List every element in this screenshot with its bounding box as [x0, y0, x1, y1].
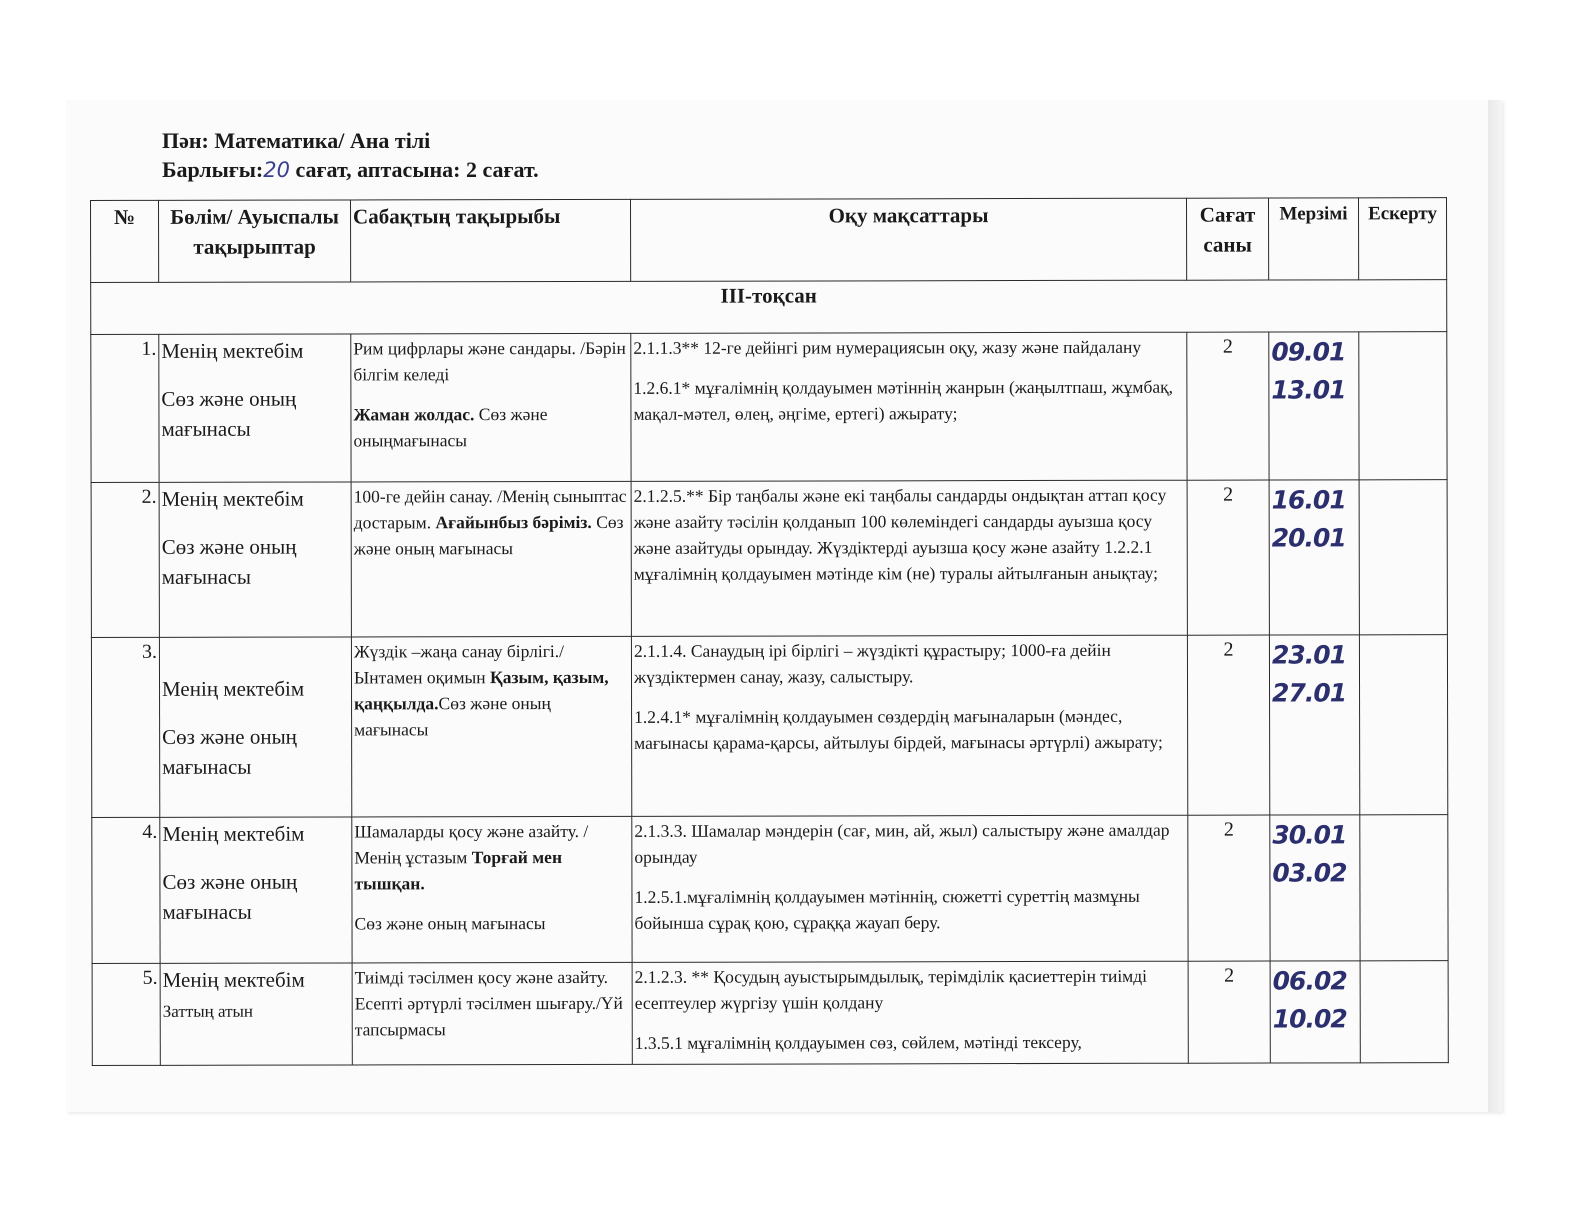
topic-rest: Сөз және оның мағынасы	[354, 693, 551, 740]
topic-text: Жүздік –жаңа санау бірлігі./Ынтамен оқимын	[353, 641, 565, 688]
section-subtitle: Сөз және оның мағынасы	[162, 869, 298, 924]
objective-1: 2.1.1.3** 12-ге дейінгі рим нумерациясын оқу, жазу және пайдалану	[633, 336, 1142, 358]
section-title: Менің мектебім	[162, 821, 305, 846]
col-header-number: №	[91, 200, 159, 282]
row-number: 5.	[92, 963, 160, 1065]
table-row	[91, 480, 1447, 638]
row-number: 4.	[92, 817, 160, 963]
subject-line: Пән: Математика/ Ана тілі	[162, 128, 431, 153]
objective-1: 2.1.2.5.** Бір таңбалы және екі таңбалы сандарды ондықтан аттап қосу және азайту тәсілін қолданып 100 көлеміндегі сандарды ауызша қосу және азайтуды орындау. Жүздіктерді ауызша қосу және азайту 1.2.2.1 мұғалімнің қолдауымен мәтінде кім (не) туралы айтылғанын анықтау;	[633, 484, 1167, 584]
document-header	[162, 126, 539, 185]
section-title: Менің мектебім	[161, 338, 304, 363]
handwritten-date-to: 10.02	[1272, 1004, 1347, 1034]
quarter-row	[91, 280, 1447, 335]
total-suffix: сағат, аптасына: 2 сағат.	[289, 157, 539, 182]
section-cell	[159, 334, 351, 482]
objectives-cell	[631, 635, 1187, 816]
topic-bold-title: Торғай мен тышқан.	[354, 847, 563, 894]
section-cell	[159, 482, 351, 637]
total-hours-line	[162, 155, 539, 185]
topic-text: Рим цифрлары және сандары. /Бәрін білгім келеді	[353, 337, 626, 385]
section-title: Менің мектебім	[161, 486, 304, 511]
section-subtitle: Сөз және оның мағынасы	[161, 386, 297, 441]
objective-2: 1.2.4.1* мұғалімнің қолдауымен сөздердің мағыналарын (мәндес, мағынасы қарама-қарсы, айтылуы бірдей, мағынасы әртүрлі) ажырату;	[634, 705, 1163, 753]
objective-1: 2.1.2.3. ** Қосудың ауыстырымдылық, терімділік қасиеттерін тиімді есептеулер жүргізу үшін қолдану	[634, 965, 1148, 1013]
note-cell	[1360, 815, 1448, 961]
handwritten-date-from: 16.01	[1271, 485, 1346, 515]
objectives-cell	[632, 961, 1188, 1064]
handwritten-total-hours: 20	[263, 158, 290, 182]
topic-cell	[351, 636, 631, 817]
handwritten-date-to: 13.01	[1271, 375, 1346, 405]
row-number: 1.	[91, 334, 159, 482]
note-cell	[1359, 332, 1447, 480]
section-cell	[159, 637, 351, 817]
topic-rest: Сөз және оныңмағынасы	[353, 404, 548, 451]
objectives-cell	[631, 480, 1187, 636]
row-number: 3.	[91, 637, 159, 817]
col-header-hours: Сағат саны	[1186, 198, 1268, 280]
topic-cell	[351, 481, 631, 637]
table-row	[92, 961, 1448, 1066]
topic-cell	[352, 962, 632, 1065]
handwritten-date-from: 06.02	[1272, 966, 1347, 996]
col-header-section: Бөлім/ Ауыспалы тақырыптар	[159, 200, 351, 282]
table-row	[92, 815, 1448, 964]
topic-bold-title: Ағайынбыз бәріміз.	[435, 511, 592, 533]
term-cell	[1269, 332, 1359, 480]
section-subtitle: Сөз және оның мағынасы	[161, 534, 297, 589]
page-edge-shadow	[1488, 100, 1502, 1112]
topic-bold-title: Қазым, қазым, қаңқылда.	[354, 666, 609, 714]
objective-1: 2.1.1.4. Санаудың ірі бірлігі – жүздікті құрастыру; 1000-ға дейін жүздіктермен санау, жазу, салыстыру.	[633, 639, 1111, 687]
topic-cell	[352, 816, 632, 963]
quarter-label: ІІІ-тоқсан	[91, 280, 1447, 335]
topic-text: 100-ге дейін санау. /Менің сыныптас достарым.	[353, 485, 627, 533]
handwritten-date-from: 23.01	[1271, 640, 1347, 670]
lesson-plan-table	[90, 197, 1449, 1066]
hours-cell: 2	[1187, 635, 1269, 815]
table-row	[91, 332, 1447, 483]
topic-rest: Сөз және оның мағынасы	[353, 511, 624, 559]
topic-text: Тиімді тәсілмен қосу және азайту. Есепті әртүрлі тәсілмен шығару./Үй тапсырмасы	[354, 966, 623, 1040]
objective-1: 2.1.3.3. Шамалар мәндерін (сағ, мин, ай, жыл) салыстыру және амалдар орындау	[634, 819, 1170, 867]
objectives-cell	[632, 815, 1188, 962]
total-prefix: Барлығы:	[162, 157, 264, 182]
topic-cell	[351, 333, 631, 482]
term-cell	[1269, 635, 1359, 815]
section-cell	[160, 817, 352, 963]
section-subtitle: Заттың атын	[162, 1001, 254, 1021]
hours-cell: 2	[1187, 332, 1269, 480]
note-cell	[1359, 480, 1447, 635]
section-subtitle: Сөз және оның мағынасы	[162, 724, 297, 779]
section-cell	[160, 963, 352, 1065]
handwritten-date-to: 27.01	[1272, 678, 1347, 708]
objective-2: 1.2.6.1* мұғалімнің қолдауымен мәтіннің жанрын (жаңылтпаш, жұмбақ, мақал-мәтел, өлең, әңгіме, ертегі) ажырату;	[633, 376, 1174, 424]
hours-cell: 2	[1188, 961, 1270, 1063]
handwritten-date-to: 03.02	[1272, 858, 1347, 888]
handwritten-date-to: 20.01	[1271, 523, 1346, 553]
note-cell	[1360, 961, 1448, 1063]
col-header-objectives: Оқу мақсаттары	[630, 198, 1186, 281]
handwritten-date-from: 09.01	[1271, 337, 1346, 367]
topic-rest: Сөз және оның мағынасы	[354, 913, 546, 934]
objective-2: 1.2.5.1.мұғалімнің қолдауымен мәтіннің, сюжетті суреттің мазмұны бойынша сұрақ қою, сұраққа жауап беру.	[634, 885, 1140, 933]
term-cell	[1270, 961, 1360, 1063]
hours-cell: 2	[1187, 480, 1269, 635]
table-header-row	[91, 198, 1447, 283]
handwritten-date-from: 30.01	[1272, 820, 1347, 850]
col-header-term: Мерзімі	[1268, 198, 1358, 280]
section-title: Менің мектебім	[162, 967, 305, 992]
note-cell	[1359, 635, 1447, 815]
term-cell	[1269, 480, 1359, 635]
table-row	[91, 635, 1447, 818]
col-header-note: Ескерту	[1358, 198, 1446, 280]
objective-2: 1.3.5.1 мұғалімнің қолдауымен сөз, сөйлем, мәтінді тексеру,	[634, 1031, 1082, 1053]
topic-bold-title: Жаман жолдас.	[353, 404, 475, 425]
hours-cell: 2	[1188, 815, 1270, 961]
topic-text: Шамаларды қосу және азайту. /Менің ұстазым	[354, 820, 589, 868]
term-cell	[1270, 815, 1360, 961]
row-number: 2.	[91, 482, 159, 637]
objectives-cell	[631, 332, 1187, 481]
section-title: Менің мектебім	[161, 676, 305, 701]
col-header-topic: Сабақтың тақырыбы	[351, 199, 631, 282]
